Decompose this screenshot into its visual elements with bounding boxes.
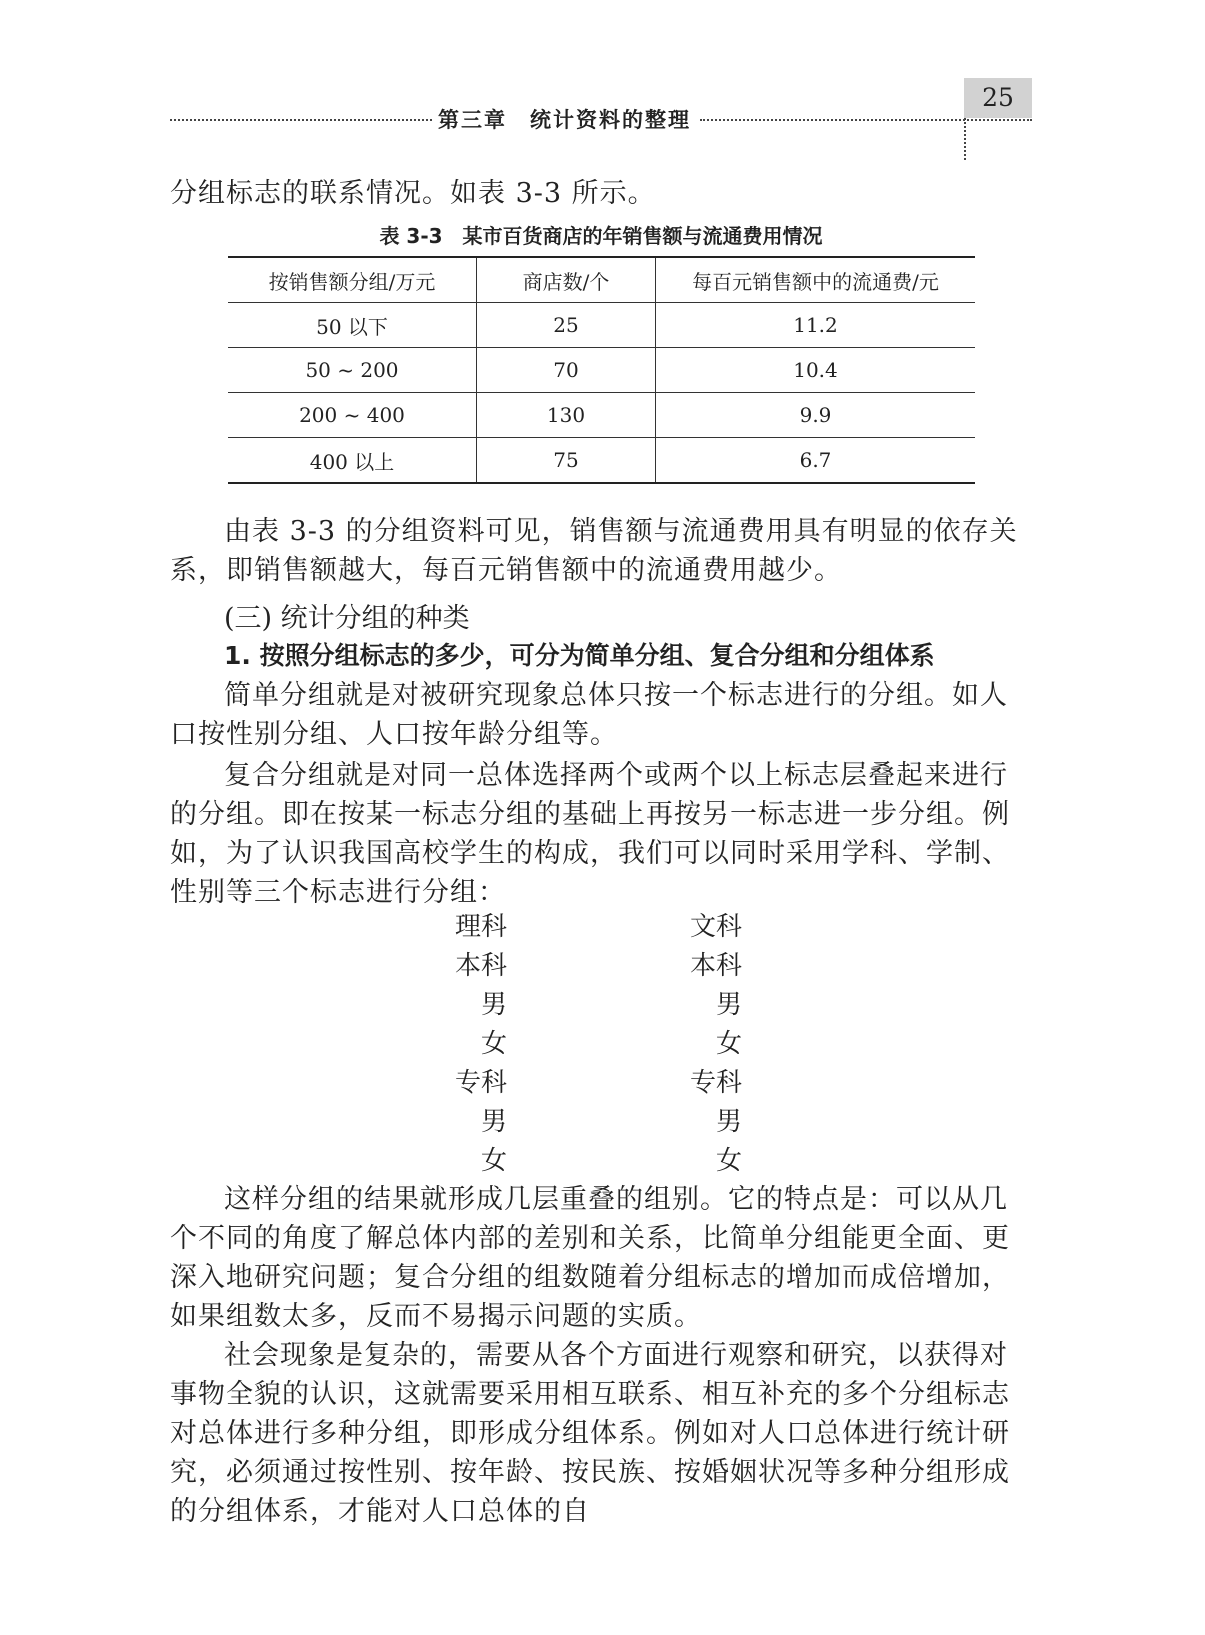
tree-item: 女 bbox=[481, 1146, 508, 1176]
intro-line: 分组标志的联系情况。如表 3-3 所示。 bbox=[170, 178, 656, 209]
header-rule-left bbox=[170, 119, 432, 121]
tree-item: 男 bbox=[481, 1107, 508, 1137]
table-cell: 70 bbox=[477, 348, 656, 393]
chapter-title: 第三章 统计资料的整理 bbox=[438, 107, 691, 132]
tree-item: 男 bbox=[716, 1107, 743, 1137]
table-cell: 10.4 bbox=[656, 348, 976, 393]
tree-item: 理科 bbox=[455, 912, 508, 942]
page-header bbox=[170, 78, 1032, 160]
paragraph-4: 这样分组的结果就形成几层重叠的组别。它的特点是：可以从几个不同的角度了解总体内部的差别和关系，比简单分组能更全面、更深入地研究问题；复合分组的组数随着分组标志的增加而成倍增加，如果组数太多，反而不易揭示问题的实质。 bbox=[170, 1184, 1010, 1332]
table-row bbox=[228, 303, 975, 348]
table-cell: 130 bbox=[477, 393, 656, 438]
paragraph-2: 简单分组就是对被研究现象总体只按一个标志进行的分组。如人口按性别分组、人口按年龄分组等。 bbox=[170, 680, 1008, 750]
tree-item: 女 bbox=[716, 1029, 743, 1059]
table-cell: 75 bbox=[477, 438, 656, 484]
data-table bbox=[228, 256, 975, 484]
table-caption: 表 3-3 某市百货商店的年销售额与流通费用情况 bbox=[379, 224, 823, 248]
tree-item: 男 bbox=[481, 990, 508, 1020]
table-cell: 400 以上 bbox=[228, 438, 477, 484]
table-cell: 50 ~ 200 bbox=[228, 348, 477, 393]
table-cell: 11.2 bbox=[656, 303, 976, 348]
grouping-tree-right bbox=[690, 908, 800, 1181]
column-header: 按销售额分组/万元 bbox=[228, 257, 477, 303]
grouping-tree-left bbox=[455, 908, 565, 1181]
header-rule-vertical bbox=[964, 118, 966, 160]
paragraph-3: 复合分组就是对同一总体选择两个或两个以上标志层叠起来进行的分组。即在按某一标志分组的基础上再按另一标志进一步分组。例如，为了认识我国高校学生的构成，我们可以同时采用学科、学制、性别等三个标志进行分组： bbox=[170, 760, 1010, 908]
tree-item: 男 bbox=[716, 990, 743, 1020]
table-cell: 50 以下 bbox=[228, 303, 477, 348]
tree-item: 专科 bbox=[455, 1068, 508, 1098]
table-cell: 9.9 bbox=[656, 393, 976, 438]
table-row bbox=[228, 393, 975, 438]
tree-item: 女 bbox=[716, 1146, 743, 1176]
table-row bbox=[228, 438, 975, 484]
header-rule-right bbox=[700, 119, 1032, 121]
section-heading: (三) 统计分组的种类 bbox=[224, 603, 470, 634]
table-header-row bbox=[228, 257, 975, 303]
page-number: 25 bbox=[964, 78, 1032, 118]
table-row bbox=[228, 348, 975, 393]
tree-item: 本科 bbox=[455, 951, 508, 981]
column-header: 商店数/个 bbox=[477, 257, 656, 303]
table-cell: 6.7 bbox=[656, 438, 976, 484]
subsection-heading: 1. 按照分组标志的多少，可分为简单分组、复合分组和分组体系 bbox=[224, 641, 935, 670]
column-header: 每百元销售额中的流通费/元 bbox=[656, 257, 976, 303]
table-cell: 200 ~ 400 bbox=[228, 393, 477, 438]
table-cell: 25 bbox=[477, 303, 656, 348]
tree-item: 女 bbox=[481, 1029, 508, 1059]
tree-item: 文科 bbox=[690, 912, 743, 942]
tree-item: 专科 bbox=[690, 1068, 743, 1098]
tree-item: 本科 bbox=[690, 951, 743, 981]
paragraph-5: 社会现象是复杂的，需要从各个方面进行观察和研究，以获得对事物全貌的认识，这就需要采用相互联系、相互补充的多个分组标志对总体进行多种分组，即形成分组体系。例如对人口总体进行统计研究，必须通过按性别、按年龄、按民族、按婚姻状况等多种分组形成的分组体系，才能对人口总体的自 bbox=[170, 1340, 1010, 1527]
paragraph-1: 由表 3-3 的分组资料可见，销售额与流通费用具有明显的依存关系，即销售额越大，每百元销售额中的流通费用越少。 bbox=[170, 516, 1018, 586]
